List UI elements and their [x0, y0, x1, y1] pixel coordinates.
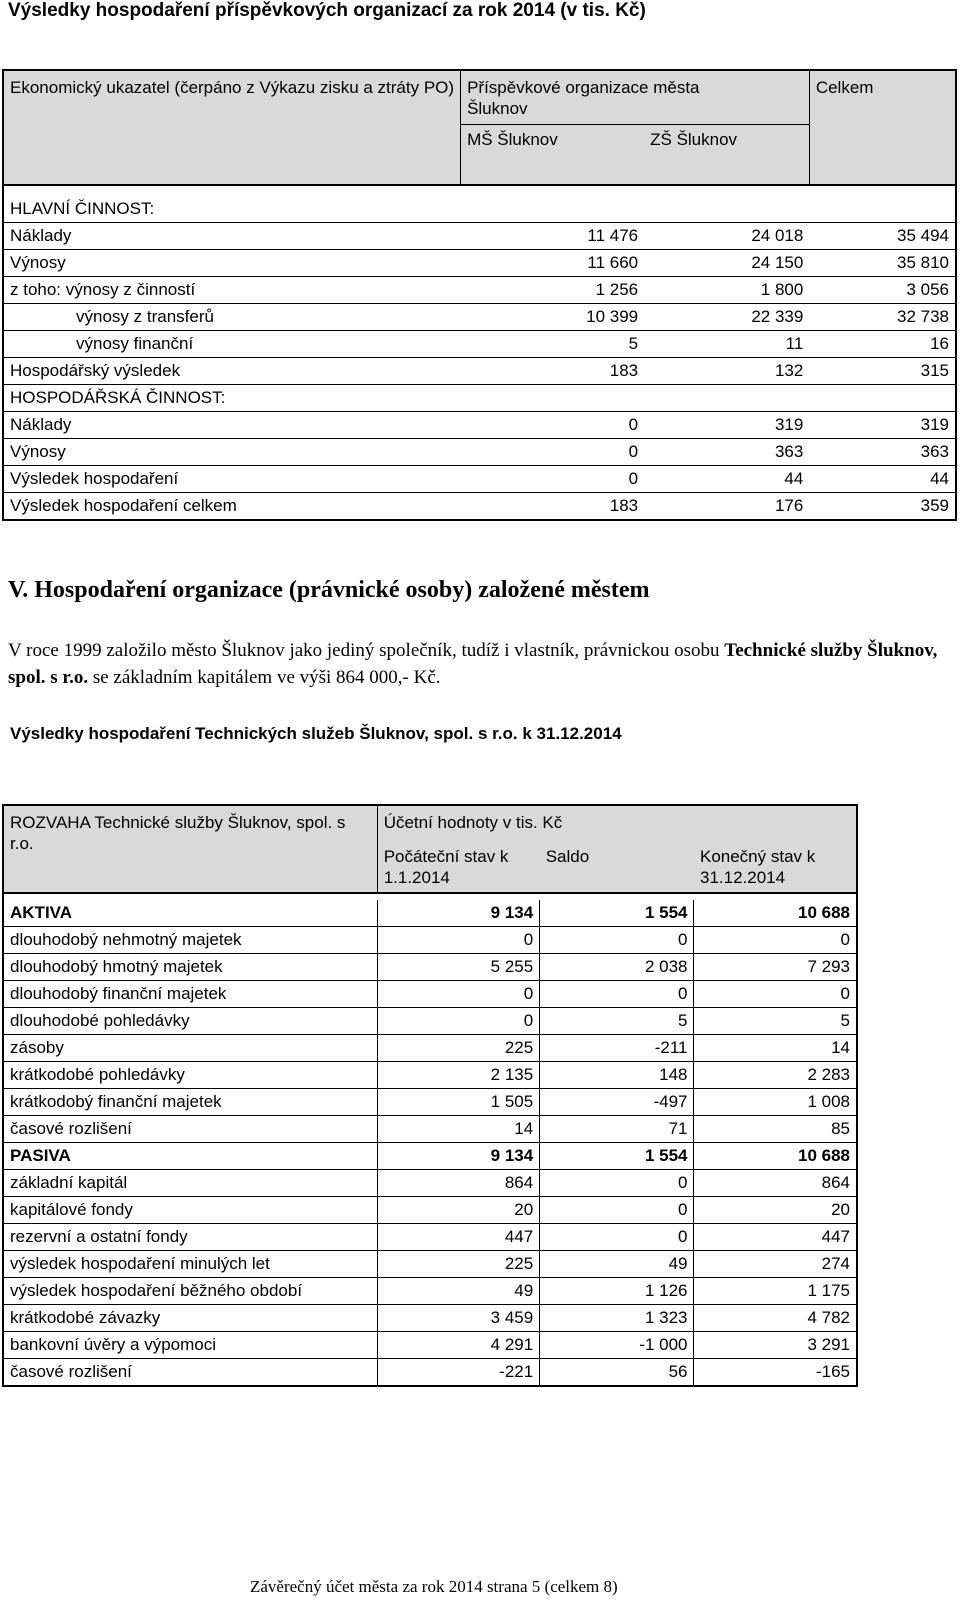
cell-zs: 11	[644, 331, 809, 358]
cell-start: 5 255	[377, 954, 540, 981]
cell-end: 3 291	[694, 1332, 857, 1359]
section-paragraph: V roce 1999 založilo město Šluknov jako jediný společník, tudíž i vlastník, právnickou osobu Technické služby Šluknov, spol. s r.o. se základním kapitálem ve výši 864 000,- Kč.	[8, 640, 938, 688]
cell-total: 16	[809, 331, 956, 358]
row-label: Výnosy	[3, 439, 461, 466]
cell-end: 14	[694, 1035, 857, 1062]
cell-end: -165	[694, 1359, 857, 1387]
row-label: krátkodobé závazky	[3, 1305, 377, 1332]
table-row	[3, 1062, 857, 1089]
row-label: HOSPODÁŘSKÁ ČINNOST:	[3, 385, 461, 412]
cell-saldo: 2 038	[540, 954, 694, 981]
cell-zs	[644, 385, 809, 412]
cell-saldo: 71	[540, 1116, 694, 1143]
row-label: dlouhodobý nehmotný majetek	[3, 927, 377, 954]
row-label: dlouhodobý finanční majetek	[3, 981, 377, 1008]
row-label: Hospodářský výsledek	[3, 358, 461, 385]
table-row	[3, 493, 956, 521]
cell-ms: 1 256	[461, 277, 645, 304]
cell-total: 44	[809, 466, 956, 493]
row-label: AKTIVA	[3, 900, 377, 927]
row-label: dlouhodobý hmotný majetek	[3, 954, 377, 981]
table-row	[3, 358, 956, 385]
cell-saldo: -1 000	[540, 1332, 694, 1359]
table-row	[3, 1332, 857, 1359]
cell-start: 9 134	[377, 1143, 540, 1170]
cell-total	[809, 385, 956, 412]
cell-end: 10 688	[694, 1143, 857, 1170]
cell-total: 3 056	[809, 277, 956, 304]
table-row	[3, 1116, 857, 1143]
section-title: V. Hospodaření organizace (právnické osoby) založené městem	[8, 577, 650, 603]
table-row	[3, 466, 956, 493]
row-label: krátkodobé pohledávky	[3, 1062, 377, 1089]
row-label: výsledek hospodaření běžného období	[3, 1278, 377, 1305]
cell-start: 225	[377, 1035, 540, 1062]
cell-ms: 0	[461, 439, 645, 466]
cell-start: 20	[377, 1197, 540, 1224]
row-label: výnosy finanční	[3, 331, 461, 358]
table-row	[3, 1089, 857, 1116]
cell-zs: 176	[644, 493, 809, 521]
table-row	[3, 250, 956, 277]
cell-ms: 0	[461, 412, 645, 439]
table-row	[3, 277, 956, 304]
table-row	[3, 1035, 857, 1062]
cell-zs: 1 800	[644, 277, 809, 304]
cell-total: 32 738	[809, 304, 956, 331]
row-label: dlouhodobé pohledávky	[3, 1008, 377, 1035]
cell-saldo: 1 323	[540, 1305, 694, 1332]
cell-zs: 363	[644, 439, 809, 466]
table-row	[3, 900, 857, 927]
cell-end: 4 782	[694, 1305, 857, 1332]
row-label: HLAVNÍ ČINNOST:	[3, 196, 461, 223]
table-row	[3, 1224, 857, 1251]
cell-zs: 319	[644, 412, 809, 439]
table-row	[3, 1143, 857, 1170]
table-row	[3, 412, 956, 439]
cell-end: 7 293	[694, 954, 857, 981]
cell-ms: 183	[461, 493, 645, 521]
cell-saldo: -497	[540, 1089, 694, 1116]
table-row	[3, 981, 857, 1008]
cell-total: 319	[809, 412, 956, 439]
table-row	[3, 1278, 857, 1305]
cell-start: 0	[377, 1008, 540, 1035]
cell-start: 447	[377, 1224, 540, 1251]
cell-zs: 22 339	[644, 304, 809, 331]
table-row	[3, 1305, 857, 1332]
row-label: krátkodobý finanční majetek	[3, 1089, 377, 1116]
row-label: Výsledek hospodaření	[3, 466, 461, 493]
cell-saldo: 5	[540, 1008, 694, 1035]
cell-start: -221	[377, 1359, 540, 1387]
cell-ms: 11 476	[461, 223, 645, 250]
cell-end: 0	[694, 981, 857, 1008]
cell-ms: 11 660	[461, 250, 645, 277]
header-org: Příspěvkové organizace města Šluknov	[461, 70, 810, 125]
cell-saldo: 0	[540, 1170, 694, 1197]
po-results-table	[2, 69, 957, 521]
cell-total: 35 494	[809, 223, 956, 250]
cell-end: 20	[694, 1197, 857, 1224]
cell-ms: 0	[461, 466, 645, 493]
table-row	[3, 954, 857, 981]
cell-total: 363	[809, 439, 956, 466]
header-saldo: Saldo	[540, 846, 694, 893]
cell-start: 14	[377, 1116, 540, 1143]
cell-ms	[461, 385, 645, 412]
row-label: časové rozlišení	[3, 1359, 377, 1387]
balance-sheet-table	[2, 804, 858, 1387]
row-label: PASIVA	[3, 1143, 377, 1170]
cell-ms: 10 399	[461, 304, 645, 331]
header-total: Celkem	[809, 70, 956, 185]
cell-saldo: 0	[540, 1197, 694, 1224]
cell-end: 1 008	[694, 1089, 857, 1116]
cell-saldo: 56	[540, 1359, 694, 1387]
row-label: základní kapitál	[3, 1170, 377, 1197]
header-indicator: Ekonomický ukazatel (čerpáno z Výkazu zisku a ztráty PO)	[3, 70, 461, 185]
table-row	[3, 385, 956, 412]
cell-start: 225	[377, 1251, 540, 1278]
cell-total: 359	[809, 493, 956, 521]
cell-zs: 24 018	[644, 223, 809, 250]
cell-end: 274	[694, 1251, 857, 1278]
cell-zs	[644, 196, 809, 223]
table-row	[3, 1251, 857, 1278]
cell-zs: 24 150	[644, 250, 809, 277]
cell-saldo: 0	[540, 1224, 694, 1251]
page-title: Výsledky hospodaření příspěvkových organizací za rok 2014 (v tis. Kč)	[8, 0, 646, 21]
cell-start: 0	[377, 981, 540, 1008]
row-label: rezervní a ostatní fondy	[3, 1224, 377, 1251]
cell-total: 315	[809, 358, 956, 385]
cell-saldo: 1 554	[540, 1143, 694, 1170]
cell-end: 2 283	[694, 1062, 857, 1089]
row-label: zásoby	[3, 1035, 377, 1062]
table-row	[3, 439, 956, 466]
cell-start: 9 134	[377, 900, 540, 927]
row-label: výnosy z transferů	[3, 304, 461, 331]
cell-ms	[461, 196, 645, 223]
page-footer: Závěrečný účet města za rok 2014 strana 5 (celkem 8)	[250, 1577, 618, 1596]
table-row	[3, 1170, 857, 1197]
cell-start: 49	[377, 1278, 540, 1305]
cell-saldo: 0	[540, 981, 694, 1008]
cell-saldo: 0	[540, 927, 694, 954]
cell-end: 0	[694, 927, 857, 954]
table-row	[3, 223, 956, 250]
cell-total: 35 810	[809, 250, 956, 277]
table-row	[3, 1008, 857, 1035]
row-label: časové rozlišení	[3, 1116, 377, 1143]
header-ms: MŠ Šluknov	[461, 125, 645, 186]
cell-end: 447	[694, 1224, 857, 1251]
cell-end: 5	[694, 1008, 857, 1035]
row-label: Náklady	[3, 412, 461, 439]
table-row	[3, 304, 956, 331]
row-label: z toho: výnosy z činností	[3, 277, 461, 304]
row-label: bankovní úvěry a výpomoci	[3, 1332, 377, 1359]
cell-end: 864	[694, 1170, 857, 1197]
cell-total	[809, 196, 956, 223]
row-label: Náklady	[3, 223, 461, 250]
row-label: Výsledek hospodaření celkem	[3, 493, 461, 521]
cell-start: 4 291	[377, 1332, 540, 1359]
ts-results-title: Výsledky hospodaření Technických služeb Šluknov, spol. s r.o. k 31.12.2014	[10, 724, 622, 743]
cell-start: 864	[377, 1170, 540, 1197]
cell-start: 1 505	[377, 1089, 540, 1116]
cell-zs: 132	[644, 358, 809, 385]
cell-start: 0	[377, 927, 540, 954]
cell-start: 3 459	[377, 1305, 540, 1332]
header-zs: ZŠ Šluknov	[644, 125, 809, 186]
header-start: Počáteční stav k 1.1.2014	[377, 846, 540, 893]
cell-saldo: 1 554	[540, 900, 694, 927]
cell-ms: 5	[461, 331, 645, 358]
row-label: Výnosy	[3, 250, 461, 277]
table-row	[3, 1359, 857, 1387]
cell-end: 10 688	[694, 900, 857, 927]
table-row	[3, 331, 956, 358]
cell-saldo: 148	[540, 1062, 694, 1089]
cell-saldo: 1 126	[540, 1278, 694, 1305]
table-row	[3, 196, 956, 223]
cell-end: 1 175	[694, 1278, 857, 1305]
cell-end: 85	[694, 1116, 857, 1143]
header-balance-label: ROZVAHA Technické služby Šluknov, spol. s r.o.	[3, 805, 377, 893]
cell-saldo: 49	[540, 1251, 694, 1278]
row-label: výsledek hospodaření minulých let	[3, 1251, 377, 1278]
table-row	[3, 927, 857, 954]
header-end: Konečný stav k 31.12.2014	[694, 846, 857, 893]
table-row	[3, 1197, 857, 1224]
cell-saldo: -211	[540, 1035, 694, 1062]
cell-zs: 44	[644, 466, 809, 493]
cell-ms: 183	[461, 358, 645, 385]
header-values: Účetní hodnoty v tis. Kč	[377, 805, 857, 846]
cell-start: 2 135	[377, 1062, 540, 1089]
row-label: kapitálové fondy	[3, 1197, 377, 1224]
